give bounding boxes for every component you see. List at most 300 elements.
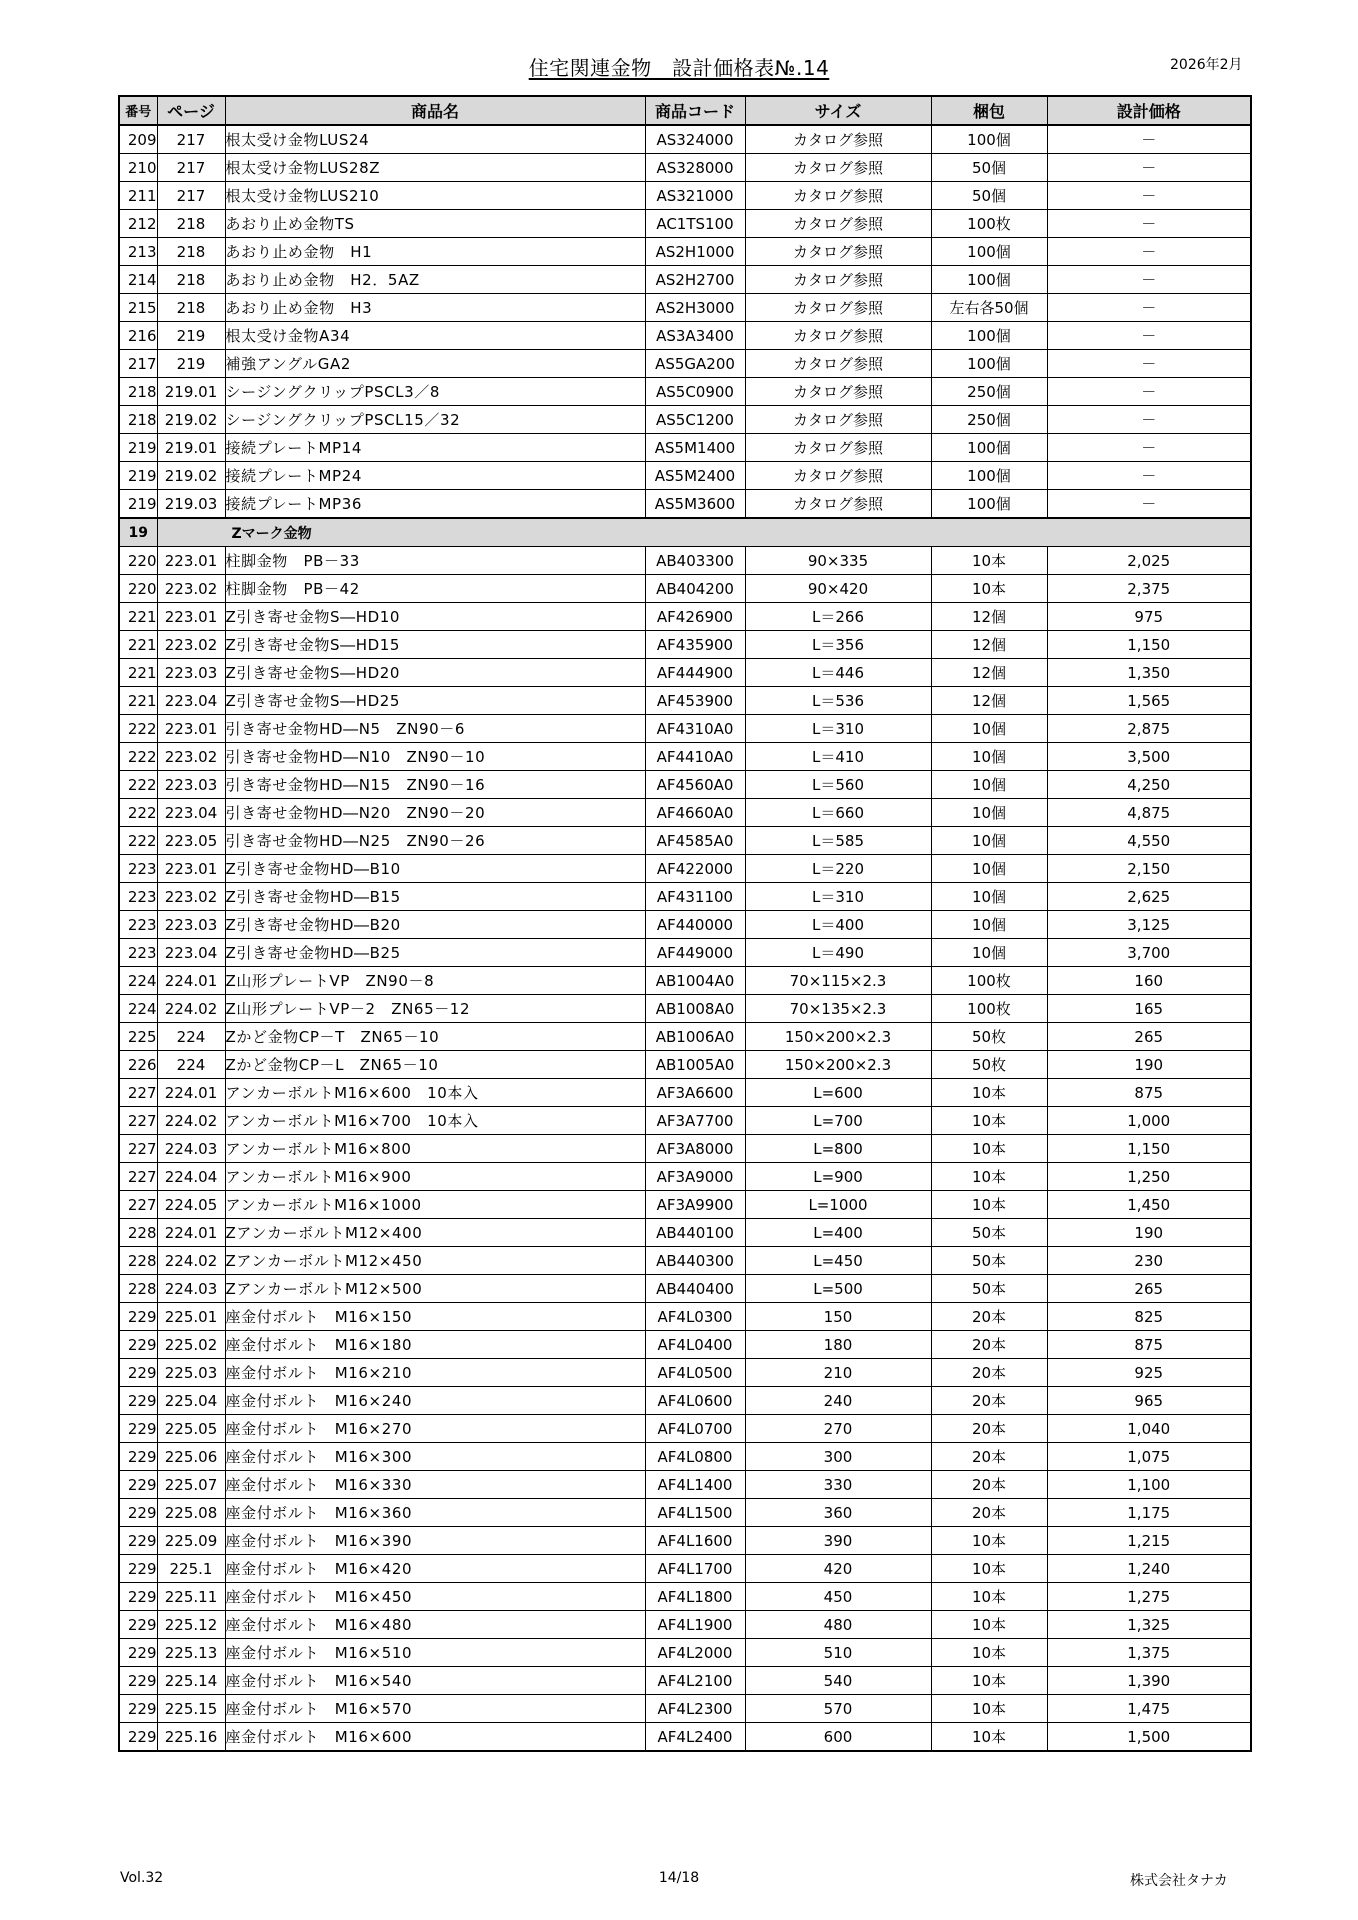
cell-product-name: 引き寄せ金物HD―N5 ZN90－6 [225, 715, 645, 743]
cell-product-code: AB440100 [645, 1219, 745, 1247]
cell-product-name: 引き寄せ金物HD―N10 ZN90－10 [225, 743, 645, 771]
cell-packing: 100個 [931, 462, 1047, 490]
cell-number: 222 [119, 799, 157, 827]
cell-product-code: AF449000 [645, 939, 745, 967]
cell-size: L＝560 [745, 771, 931, 799]
cell-price: 4,875 [1047, 799, 1251, 827]
cell-page: 225.04 [157, 1387, 225, 1415]
section-name: Zマーク金物 [157, 518, 1251, 547]
cell-number: 221 [119, 687, 157, 715]
footer-volume: Vol.32 [120, 1870, 164, 1886]
page-title: 住宅関連金物 設計価格表№.14 [528, 56, 830, 80]
cell-page: 223.03 [157, 911, 225, 939]
cell-page: 224.01 [157, 967, 225, 995]
footer-company: 株式会社タナカ [1130, 1873, 1228, 1889]
cell-size: L=450 [745, 1247, 931, 1275]
cell-page: 224.03 [157, 1275, 225, 1303]
cell-number: 227 [119, 1107, 157, 1135]
cell-product-name: 柱脚金物 PB－42 [225, 575, 645, 603]
cell-page: 219.02 [157, 462, 225, 490]
cell-price: 2,625 [1047, 883, 1251, 911]
table-row [119, 1527, 1251, 1555]
cell-product-code: AS3A3400 [645, 322, 745, 350]
table-row [119, 1639, 1251, 1667]
cell-product-code: AF435900 [645, 631, 745, 659]
cell-number: 229 [119, 1723, 157, 1752]
cell-size: L=900 [745, 1163, 931, 1191]
cell-product-name: 根太受け金物LUS28Z [225, 154, 645, 182]
cell-page: 217 [157, 182, 225, 210]
cell-product-name: 座金付ボルト M16×480 [225, 1611, 645, 1639]
table-row [119, 1667, 1251, 1695]
cell-number: 219 [119, 434, 157, 462]
cell-packing: 100個 [931, 238, 1047, 266]
cell-price: 1,565 [1047, 687, 1251, 715]
cell-size: カタログ参照 [745, 238, 931, 266]
cell-number: 215 [119, 294, 157, 322]
cell-product-name: 座金付ボルト M16×600 [225, 1723, 645, 1752]
table-row [119, 939, 1251, 967]
issue-date: 2026年2月 [1170, 57, 1243, 73]
cell-product-name: 根太受け金物LUS24 [225, 125, 645, 154]
table-row [119, 575, 1251, 603]
cell-product-name: アンカーボルトM16×700 10本入 [225, 1107, 645, 1135]
cell-number: 229 [119, 1527, 157, 1555]
cell-price: 1,325 [1047, 1611, 1251, 1639]
cell-product-name: 座金付ボルト M16×510 [225, 1639, 645, 1667]
cell-number: 213 [119, 238, 157, 266]
table-row [119, 687, 1251, 715]
cell-size: カタログ参照 [745, 434, 931, 462]
table-row [119, 883, 1251, 911]
cell-product-name: Z引き寄せ金物HD―B20 [225, 911, 645, 939]
table-row [119, 378, 1251, 406]
cell-size: L=600 [745, 1079, 931, 1107]
cell-page: 219.03 [157, 490, 225, 519]
cell-number: 229 [119, 1499, 157, 1527]
cell-packing: 20本 [931, 1331, 1047, 1359]
cell-size: 150×200×2.3 [745, 1051, 931, 1079]
cell-price: 1,250 [1047, 1163, 1251, 1191]
cell-product-name: ZアンカーボルトM12×500 [225, 1275, 645, 1303]
table-row [119, 154, 1251, 182]
table-row [119, 1275, 1251, 1303]
cell-page: 224.02 [157, 995, 225, 1023]
cell-product-code: AS5M3600 [645, 490, 745, 519]
cell-page: 223.03 [157, 771, 225, 799]
cell-packing: 10個 [931, 827, 1047, 855]
cell-packing: 50枚 [931, 1023, 1047, 1051]
cell-product-code: AS321000 [645, 182, 745, 210]
cell-number: 219 [119, 490, 157, 519]
cell-product-code: AF4L0700 [645, 1415, 745, 1443]
cell-page: 218 [157, 210, 225, 238]
cell-page: 225.14 [157, 1667, 225, 1695]
table-row [119, 322, 1251, 350]
cell-product-code: AS328000 [645, 154, 745, 182]
cell-page: 225.03 [157, 1359, 225, 1387]
cell-packing: 20本 [931, 1499, 1047, 1527]
cell-page: 219.02 [157, 406, 225, 434]
table-row [119, 1191, 1251, 1219]
cell-price: 1,150 [1047, 631, 1251, 659]
cell-packing: 100個 [931, 266, 1047, 294]
cell-price: 1,240 [1047, 1555, 1251, 1583]
cell-packing: 20本 [931, 1471, 1047, 1499]
cell-product-code: AB1006A0 [645, 1023, 745, 1051]
cell-packing: 10本 [931, 547, 1047, 575]
table-row [119, 631, 1251, 659]
cell-size: カタログ参照 [745, 462, 931, 490]
cell-packing: 50本 [931, 1247, 1047, 1275]
cell-price: 965 [1047, 1387, 1251, 1415]
cell-product-code: AF444900 [645, 659, 745, 687]
cell-product-code: AF4L0600 [645, 1387, 745, 1415]
cell-number: 209 [119, 125, 157, 154]
cell-price: 190 [1047, 1051, 1251, 1079]
cell-product-name: 引き寄せ金物HD―N15 ZN90－16 [225, 771, 645, 799]
cell-page: 223.02 [157, 575, 225, 603]
cell-price: － [1047, 238, 1251, 266]
cell-product-code: AF4L1700 [645, 1555, 745, 1583]
cell-number: 222 [119, 715, 157, 743]
cell-size: 70×135×2.3 [745, 995, 931, 1023]
cell-page: 224.01 [157, 1079, 225, 1107]
cell-price: － [1047, 125, 1251, 154]
cell-product-name: Z引き寄せ金物S―HD25 [225, 687, 645, 715]
cell-packing: 10本 [931, 1191, 1047, 1219]
cell-packing: 250個 [931, 406, 1047, 434]
cell-number: 223 [119, 883, 157, 911]
cell-packing: 10個 [931, 771, 1047, 799]
table-row [119, 603, 1251, 631]
cell-number: 226 [119, 1051, 157, 1079]
col-header-price: 設計価格 [1047, 96, 1251, 125]
cell-price: 230 [1047, 1247, 1251, 1275]
cell-size: L=400 [745, 1219, 931, 1247]
cell-page: 223.02 [157, 743, 225, 771]
cell-price: － [1047, 294, 1251, 322]
table-row [119, 855, 1251, 883]
cell-page: 224.03 [157, 1135, 225, 1163]
cell-size: 450 [745, 1583, 931, 1611]
cell-packing: 12個 [931, 687, 1047, 715]
cell-page: 218 [157, 294, 225, 322]
cell-number: 229 [119, 1611, 157, 1639]
cell-size: 300 [745, 1443, 931, 1471]
cell-size: 570 [745, 1695, 931, 1723]
cell-product-code: AF4L2300 [645, 1695, 745, 1723]
cell-price: － [1047, 490, 1251, 519]
cell-packing: 100個 [931, 350, 1047, 378]
cell-price: 1,100 [1047, 1471, 1251, 1499]
cell-product-code: AF426900 [645, 603, 745, 631]
cell-product-code: AS5C0900 [645, 378, 745, 406]
table-row [119, 462, 1251, 490]
cell-product-code: AS5M1400 [645, 434, 745, 462]
table-row [119, 1611, 1251, 1639]
cell-product-code: AF440000 [645, 911, 745, 939]
cell-product-code: AB440300 [645, 1247, 745, 1275]
cell-size: 70×115×2.3 [745, 967, 931, 995]
cell-size: L＝356 [745, 631, 931, 659]
table-row [119, 350, 1251, 378]
cell-packing: 12個 [931, 631, 1047, 659]
cell-product-code: AS324000 [645, 125, 745, 154]
cell-packing: 50本 [931, 1275, 1047, 1303]
cell-size: カタログ参照 [745, 154, 931, 182]
cell-product-code: AF4L1400 [645, 1471, 745, 1499]
cell-size: カタログ参照 [745, 490, 931, 519]
table-row [119, 1247, 1251, 1275]
cell-page: 225.09 [157, 1527, 225, 1555]
cell-page: 223.01 [157, 715, 225, 743]
cell-page: 225.08 [157, 1499, 225, 1527]
cell-product-code: AF431100 [645, 883, 745, 911]
cell-size: L＝400 [745, 911, 931, 939]
section-number: 19 [119, 518, 157, 547]
table-row [119, 743, 1251, 771]
cell-packing: 12個 [931, 603, 1047, 631]
cell-product-code: AB1008A0 [645, 995, 745, 1023]
cell-product-name: 柱脚金物 PB－33 [225, 547, 645, 575]
cell-price: 875 [1047, 1079, 1251, 1107]
table-row [119, 1415, 1251, 1443]
cell-packing: 250個 [931, 378, 1047, 406]
cell-number: 224 [119, 967, 157, 995]
cell-price: － [1047, 210, 1251, 238]
cell-price: － [1047, 266, 1251, 294]
cell-product-code: AF3A9000 [645, 1163, 745, 1191]
cell-product-code: AF4L1600 [645, 1527, 745, 1555]
cell-size: 540 [745, 1667, 931, 1695]
cell-number: 219 [119, 462, 157, 490]
cell-price: 1,500 [1047, 1723, 1251, 1752]
cell-packing: 20本 [931, 1303, 1047, 1331]
cell-product-code: AF3A9900 [645, 1191, 745, 1219]
cell-product-name: Z引き寄せ金物S―HD10 [225, 603, 645, 631]
cell-page: 225.11 [157, 1583, 225, 1611]
cell-page: 225.07 [157, 1471, 225, 1499]
cell-number: 212 [119, 210, 157, 238]
cell-product-name: ZアンカーボルトM12×400 [225, 1219, 645, 1247]
table-row [119, 490, 1251, 519]
cell-product-code: AS5M2400 [645, 462, 745, 490]
cell-packing: 10本 [931, 1583, 1047, 1611]
cell-product-name: 座金付ボルト M16×210 [225, 1359, 645, 1387]
cell-packing: 10個 [931, 799, 1047, 827]
col-header-number: 番号 [119, 96, 157, 125]
cell-product-code: AF4L2100 [645, 1667, 745, 1695]
cell-packing: 100枚 [931, 210, 1047, 238]
cell-product-code: AF4L0500 [645, 1359, 745, 1387]
col-header-product-code: 商品コード [645, 96, 745, 125]
cell-product-code: AF4560A0 [645, 771, 745, 799]
table-row [119, 1331, 1251, 1359]
cell-packing: 10個 [931, 883, 1047, 911]
cell-product-code: AF3A7700 [645, 1107, 745, 1135]
cell-price: 1,390 [1047, 1667, 1251, 1695]
cell-number: 229 [119, 1331, 157, 1359]
cell-size: 270 [745, 1415, 931, 1443]
cell-packing: 12個 [931, 659, 1047, 687]
table-row [119, 659, 1251, 687]
cell-product-name: Z引き寄せ金物S―HD15 [225, 631, 645, 659]
cell-number: 228 [119, 1247, 157, 1275]
cell-page: 223.01 [157, 603, 225, 631]
cell-price: － [1047, 154, 1251, 182]
cell-size: 150×200×2.3 [745, 1023, 931, 1051]
table-row [119, 1499, 1251, 1527]
cell-product-name: 接続プレートMP24 [225, 462, 645, 490]
cell-number: 229 [119, 1471, 157, 1499]
cell-size: 210 [745, 1359, 931, 1387]
cell-packing: 100枚 [931, 967, 1047, 995]
table-row [119, 1219, 1251, 1247]
cell-product-name: 根太受け金物A34 [225, 322, 645, 350]
cell-price: 2,875 [1047, 715, 1251, 743]
cell-packing: 10本 [931, 1163, 1047, 1191]
cell-size: カタログ参照 [745, 294, 931, 322]
cell-size: L＝660 [745, 799, 931, 827]
cell-number: 229 [119, 1359, 157, 1387]
cell-size: カタログ参照 [745, 182, 931, 210]
cell-product-code: AF4L1900 [645, 1611, 745, 1639]
cell-number: 225 [119, 1023, 157, 1051]
cell-size: L＝585 [745, 827, 931, 855]
cell-size: L＝490 [745, 939, 931, 967]
cell-product-name: 座金付ボルト M16×570 [225, 1695, 645, 1723]
cell-product-name: 座金付ボルト M16×450 [225, 1583, 645, 1611]
cell-number: 218 [119, 406, 157, 434]
cell-number: 222 [119, 827, 157, 855]
cell-number: 229 [119, 1667, 157, 1695]
cell-product-code: AS5C1200 [645, 406, 745, 434]
cell-page: 225.05 [157, 1415, 225, 1443]
cell-price: 875 [1047, 1331, 1251, 1359]
cell-page: 224.02 [157, 1247, 225, 1275]
cell-number: 220 [119, 575, 157, 603]
table-row [119, 182, 1251, 210]
cell-price: 975 [1047, 603, 1251, 631]
cell-product-name: 座金付ボルト M16×390 [225, 1527, 645, 1555]
col-header-page: ページ [157, 96, 225, 125]
cell-packing: 10個 [931, 939, 1047, 967]
cell-product-name: Z引き寄せ金物S―HD20 [225, 659, 645, 687]
cell-size: L=1000 [745, 1191, 931, 1219]
cell-size: カタログ参照 [745, 350, 931, 378]
cell-size: 510 [745, 1639, 931, 1667]
table-row [119, 1443, 1251, 1471]
cell-product-code: AF4L2400 [645, 1723, 745, 1752]
cell-price: 3,125 [1047, 911, 1251, 939]
cell-number: 229 [119, 1415, 157, 1443]
cell-page: 223.01 [157, 547, 225, 575]
cell-number: 222 [119, 743, 157, 771]
cell-product-code: AC1TS100 [645, 210, 745, 238]
cell-price: 1,040 [1047, 1415, 1251, 1443]
section-row [119, 518, 1251, 547]
cell-size: カタログ参照 [745, 210, 931, 238]
cell-product-code: AF4660A0 [645, 799, 745, 827]
cell-number: 227 [119, 1079, 157, 1107]
cell-product-name: 引き寄せ金物HD―N25 ZN90－26 [225, 827, 645, 855]
cell-page: 225.16 [157, 1723, 225, 1752]
table-row [119, 911, 1251, 939]
cell-packing: 100枚 [931, 995, 1047, 1023]
cell-size: カタログ参照 [745, 266, 931, 294]
cell-packing: 10本 [931, 575, 1047, 603]
cell-page: 223.02 [157, 631, 225, 659]
table-row [119, 266, 1251, 294]
cell-page: 224.05 [157, 1191, 225, 1219]
cell-price: 1,215 [1047, 1527, 1251, 1555]
table-row [119, 434, 1251, 462]
cell-product-name: あおり止め金物 H1 [225, 238, 645, 266]
cell-product-code: AS2H3000 [645, 294, 745, 322]
cell-price: 4,550 [1047, 827, 1251, 855]
cell-size: L＝220 [745, 855, 931, 883]
cell-price: 160 [1047, 967, 1251, 995]
table-row [119, 771, 1251, 799]
cell-packing: 50本 [931, 1219, 1047, 1247]
cell-product-name: 引き寄せ金物HD―N20 ZN90－20 [225, 799, 645, 827]
cell-page: 218 [157, 266, 225, 294]
cell-page: 218 [157, 238, 225, 266]
cell-product-code: AF4L0300 [645, 1303, 745, 1331]
cell-product-code: AF4L1800 [645, 1583, 745, 1611]
cell-size: L=800 [745, 1135, 931, 1163]
cell-number: 229 [119, 1387, 157, 1415]
cell-packing: 100個 [931, 490, 1047, 519]
cell-page: 225.13 [157, 1639, 225, 1667]
cell-product-code: AF4L0400 [645, 1331, 745, 1359]
cell-packing: 10個 [931, 743, 1047, 771]
cell-product-code: AB1005A0 [645, 1051, 745, 1079]
cell-page: 223.05 [157, 827, 225, 855]
cell-price: 1,175 [1047, 1499, 1251, 1527]
cell-product-code: AB1004A0 [645, 967, 745, 995]
footer-page-number: 14/18 [658, 1870, 700, 1886]
cell-page: 223.04 [157, 799, 225, 827]
cell-product-code: AS5GA200 [645, 350, 745, 378]
cell-size: L＝310 [745, 715, 931, 743]
cell-product-code: AF4310A0 [645, 715, 745, 743]
cell-product-name: 座金付ボルト M16×300 [225, 1443, 645, 1471]
cell-size: L＝410 [745, 743, 931, 771]
cell-page: 225.15 [157, 1695, 225, 1723]
cell-product-code: AF4L0800 [645, 1443, 745, 1471]
cell-size: 360 [745, 1499, 931, 1527]
cell-packing: 100個 [931, 322, 1047, 350]
cell-number: 217 [119, 350, 157, 378]
cell-page: 223.04 [157, 687, 225, 715]
cell-page: 225.12 [157, 1611, 225, 1639]
cell-size: L＝310 [745, 883, 931, 911]
cell-product-name: あおり止め金物TS [225, 210, 645, 238]
cell-product-code: AS2H2700 [645, 266, 745, 294]
cell-page: 225.01 [157, 1303, 225, 1331]
cell-price: 1,275 [1047, 1583, 1251, 1611]
cell-product-name: 座金付ボルト M16×330 [225, 1471, 645, 1499]
cell-number: 229 [119, 1583, 157, 1611]
cell-product-code: AF453900 [645, 687, 745, 715]
cell-price: 1,350 [1047, 659, 1251, 687]
cell-size: L＝536 [745, 687, 931, 715]
table-row [119, 125, 1251, 154]
cell-page: 223.01 [157, 855, 225, 883]
cell-packing: 50個 [931, 182, 1047, 210]
